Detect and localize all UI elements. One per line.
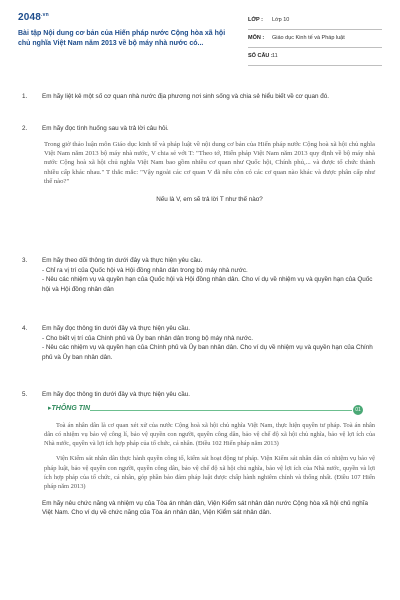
question-4-item: - Cho biết vị trí của Chính phủ và Ủy ban nhân dân trong bộ máy nhà nước. bbox=[42, 334, 254, 342]
question-2-prompt: Nếu là V, em sẽ trả lời T như thế nào? bbox=[156, 195, 263, 203]
info-paragraph-1: Toà án nhân dân là cơ quan xét xử của nước Cộng hoà xã hội chủ nghĩa Việt Nam, thực hiện quyền tư pháp. Toà án nhân dân có nhiệm vụ bảo vệ công lí, bảo vệ quyền con người, quyền công dân, bảo vệ chế độ xã hội chủ nghĩa, bảo vệ lợi ích của Nhà nước, quyền và lợi ích hợp pháp của tổ chức, cá nhân. (Điều 102 Hiến pháp năm 2013) bbox=[44, 421, 375, 448]
question-5-task: Em hãy nêu chức năng và nhiệm vụ của Tòa án nhân dân, Viện Kiểm sát nhân dân nước Cộng hòa xã hội chủ nghĩa Việt Nam. Cho ví dụ về chức năng của Tòa án nhân dân, Viện Kiểm sát nhân dân. bbox=[42, 499, 368, 517]
info-box bbox=[42, 403, 377, 492]
page-header bbox=[18, 12, 382, 74]
page-title: Bài tập Nội dung cơ bản của Hiến pháp nước Cộng hòa xã hội chủ nghĩa Việt Nam năm 2013 về bộ máy nhà nước có... bbox=[18, 30, 226, 47]
question-3-item: - Chỉ ra vị trí của Quốc hội và Hội đồng nhân dân trong bộ máy nhà nước. bbox=[42, 266, 248, 274]
meta-row-class: LỚP : Lớp 10 bbox=[248, 12, 382, 30]
document-page: $2048^{.vn}$ Bài tập Nội dung cơ bản của Hiến pháp nước Cộng hòa xã hội chủ nghĩa Việt Nam năm 2013 về bộ máy nhà nước có... LỚP : Lớp 10 MÔN : Giáo dục Kinh tế và Pháp luật SỐ CÂU : 11 1. Em hãy liệt kê một số cơ quan nhà nước địa phương nơi sinh sống và chia sẻ hiểu biết về cơ quan đó. 2. Em hãy đọc tình huống sau và trả lời câu hỏi. Trong giờ thảo luận môn Giáo dục kinh tế và pháp luật về nội dung cơ bản của Hiến pháp nước Cộng hoà xã hội chủ nghĩa Việt Nam năm 2013 bộ máy nhà nước, V chia sẻ với T: "Theo tớ, Hiến pháp Việt Nam năm 2013 quy định về bộ máy nhà nước Cộng hoà xã hội chủ nghĩa Việt Nam bao gồm nhiều cơ quan như Quốc hội, Chính phủ,... và được tổ chức thành nhiều cấp khác nhau." T thắc mắc: "Vậy ngoài các cơ quan V đã nêu còn có các cơ quan nào khác và được phân cấp như thế nào?" Nếu là V, em sẽ trả lời T như thế nào? 3. Em hãy theo dõi thông tin dưới đây và thực hiện yêu cầu. - Chỉ ra vị trí của Quốc hội và Hội đồng nhân dân trong bộ máy nhà nước. - Nêu các nhiệm vụ và quyền hạn của Quốc hội và Hội đồng nhân dân. Cho ví dụ về nhiệm vụ và quyền hạn của Quốc hội và Hội đồng nhân dân 4. Em hãy đọc thông tin dưới đây và thực hiện yêu cầu. - Cho biết vị trí của Chính phủ và Ủy ban nhân dân trong bộ máy nhà nước. - Nêu các nhiệm vụ và quyền hạn của Chính phủ và Ủy ban nhân dân. Cho ví dụ về nhiệm vụ và quyền hạn của Chính phủ và Ủy ban nhân dân. 5. Em hãy đọc thông tin dưới đây và thực hiện yêu cầu. ▸THÔNG TIN 01 Toà án nhân dân là cơ quan xét xử của nước Cộng hoà xã hội chủ nghĩa Việt Nam, thực hiện quyền tư pháp. Toà án nhân dân có nhiệm vụ bảo vệ công lí, bảo vệ quyền con người, quyền công dân, bảo vệ chế độ xã hội chủ nghĩa, bảo vệ lợi ích của Nhà nước, quyền và lợi ích hợp pháp của tổ chức, cá nhân. (Điều 102 Hiến pháp năm 2013) Viện Kiểm sát nhân dân thực hành quyền công tố, kiểm sát hoạt động tư pháp. Viện Kiểm sát nhân dân có nhiệm vụ bảo vệ pháp luật, bảo vệ quyền con người, quyền công dân, bảo vệ chế độ xã hội chủ nghĩa, bảo vệ lợi ích của Nhà nước, quyền và lợi ích hợp pháp của tổ chức, cá nhân, góp phần bảo đảm pháp luật được chấp hành nghiêm chỉnh và thống nhất. (Điều 107 Hiến pháp năm 2013) Em hãy nêu chức năng và nhiệm vụ của Tòa án nhân dân, Viện Kiểm sát nhân dân nước Cộng hòa xã hội chủ nghĩa Việt Nam. Cho ví dụ về chức năng của Tòa án nhân dân, Viện Kiểm sát nhân dân. bbox=[0, 0, 400, 600]
meta-row-subject: MÔN : Giáo dục Kinh tế và Pháp luật bbox=[248, 30, 382, 48]
info-paragraph-2: Viện Kiểm sát nhân dân thực hành quyền công tố, kiểm sát hoạt động tư pháp. Viện Kiểm sát nhân dân có nhiệm vụ bảo vệ pháp luật, bảo vệ quyền con người, quyền công dân, bảo vệ chế độ xã hội chủ nghĩa, bảo vệ lợi ích của Nhà nước, quyền và lợi ích hợp pháp của tổ chức, cá nhân, góp phần bảo đảm pháp luật được chấp hành nghiêm chỉnh và thống nhất. (Điều 107 Hiến pháp năm 2013) bbox=[44, 455, 375, 491]
site-logo[interactable]: $2048^{.vn}$ bbox=[18, 12, 49, 23]
situation-quote: Trong giờ thảo luận môn Giáo dục kinh tế và pháp luật về nội dung cơ bản của Hiến pháp nước Cộng hoà xã hội chủ nghĩa Việt Nam năm 2013 bộ máy nhà nước, V chia sẻ với T: "Theo tớ, Hiến pháp Việt Nam năm 2013 quy định về bộ máy nhà nước Cộng hoà xã hội chủ nghĩa Việt Nam bao gồm nhiều cơ quan như Quốc hội, Chính phủ,... và được tổ chức thành nhiều cấp khác nhau." T thắc mắc: "Vậy ngoài các cơ quan V đã nêu còn có các cơ quan nào khác và được phân cấp như thế nào?" bbox=[44, 140, 375, 186]
meta-table bbox=[248, 12, 382, 66]
question-3-item: - Nêu các nhiệm vụ và quyền hạn của Quốc hội và Hội đồng nhân dân. Cho ví dụ về nhiệm vụ và quyền hạn của Quốc hội và Hội đồng nhân dân bbox=[42, 276, 373, 293]
info-divider bbox=[90, 410, 352, 411]
question-4-item: - Nêu các nhiệm vụ và quyền hạn của Chính phủ và Ủy ban nhân dân. Cho ví dụ về nhiệm vụ và quyền hạn của Chính phủ và Ủy ban nhân dân. bbox=[42, 344, 373, 361]
info-title: ▸THÔNG TIN bbox=[48, 404, 91, 412]
info-number-badge: 01 bbox=[353, 405, 363, 415]
info-header bbox=[42, 403, 377, 415]
question-2-text: Em hãy đọc tình huống sau và trả lời câu hỏi. bbox=[42, 125, 169, 132]
question-5-text: Em hãy đọc thông tin dưới đây và thực hiện yêu cầu. bbox=[42, 391, 191, 398]
question-3-text: Em hãy theo dõi thông tin dưới đây và thực hiện yêu cầu. bbox=[42, 257, 203, 264]
meta-row-count: SỐ CÂU : 11 bbox=[248, 48, 382, 66]
question-4-text: Em hãy đọc thông tin dưới đây và thực hiện yêu cầu. bbox=[42, 325, 191, 332]
